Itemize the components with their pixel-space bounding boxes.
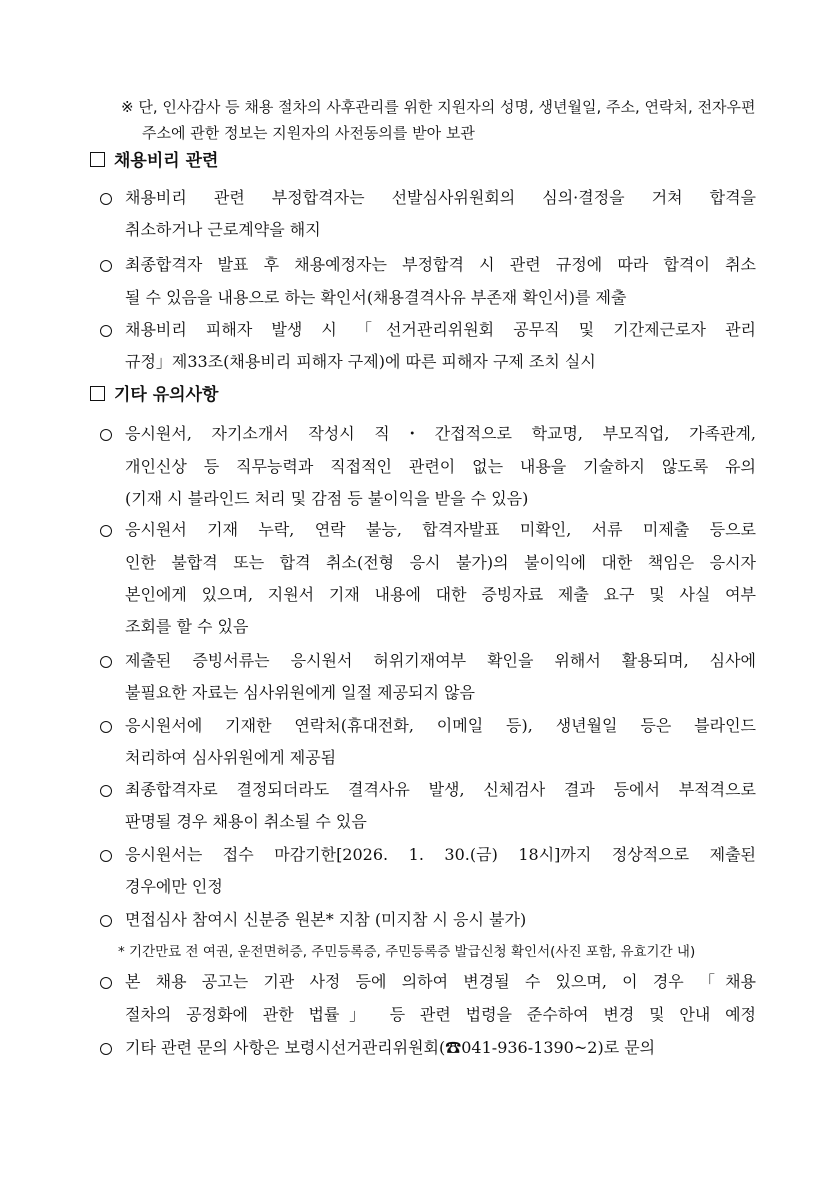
item-text: 응시원서는 접수 마감기한[2026. 1. 30.(금) 18시]까지 정상적으로 제출된	[125, 845, 756, 864]
item-text: 될 수 있음을 내용으로 하는 확인서(채용결격사유 부존재 확인서)를 제출	[125, 288, 627, 307]
section-title: 채용비리 관련	[114, 151, 219, 171]
item-text: 절차의 공정화에 관한 법률」 등 관련 법령을 준수하여 변경 및 안내 예정	[125, 1005, 756, 1024]
bullet-circle-icon	[100, 325, 112, 337]
item-text: 응시원서에 기재한 연락처(휴대전화, 이메일 등), 생년월일 등은 블라인드	[125, 716, 756, 735]
item-text: 최종합격자로 결정되더라도 결격사유 발생, 신체검사 결과 등에서 부적격으로	[125, 780, 756, 799]
checkbox-square-icon	[90, 152, 105, 167]
item-text: 판명될 경우 채용이 취소될 수 있음	[125, 812, 367, 831]
item-text: 조회를 할 수 있음	[125, 617, 249, 636]
item-text: 취소하거나 근로계약을 해지	[125, 220, 321, 239]
top-note-line-2: 주소에 관한 정보는 지원자의 사전동의를 받아 보관	[142, 124, 475, 142]
item-text: 응시원서 기재 누락, 연락 불능, 합격자발표 미확인, 서류 미제출 등으로	[125, 520, 756, 539]
item-text: 채용비리 피해자 발생 시 「선거관리위원회 공무직 및 기간제근로자 관리	[125, 320, 756, 339]
item-text: 채용비리 관련 부정합격자는 선발심사위원회의 심의·결정을 거쳐 합격을	[125, 188, 756, 207]
checkbox-square-icon	[90, 386, 105, 401]
item-text: 개인신상 등 직무능력과 직접적인 관련이 없는 내용을 기술하지 않도록 유의	[125, 457, 756, 476]
bullet-circle-icon	[100, 193, 112, 205]
bullet-circle-icon	[100, 721, 112, 733]
item-text: 처리하여 심사위원에게 제공됨	[125, 748, 337, 767]
bullet-circle-icon	[100, 785, 112, 797]
footnote: * 기간만료 전 여권, 운전면허증, 주민등록증, 주민등록증 발급신청 확인서(사진 포함, 유효기간 내)	[118, 944, 696, 960]
bullet-circle-icon	[100, 260, 112, 272]
bullet-circle-icon	[100, 429, 112, 441]
bullet-circle-icon	[100, 1043, 112, 1055]
bullet-circle-icon	[100, 525, 112, 537]
item-text: 불필요한 자료는 심사위원에게 일절 제공되지 않음	[125, 683, 476, 702]
section-heading-recruitment-corruption	[90, 150, 218, 172]
item-text: 경우에만 인정	[125, 877, 223, 896]
section-title: 기타 유의사항	[114, 385, 219, 405]
bullet-circle-icon	[100, 656, 112, 668]
item-text: 면접심사 참여시 신분증 원본* 지참 (미지참 시 응시 불가)	[125, 910, 527, 929]
top-note-line-1: ※ 단, 인사감사 등 채용 절차의 사후관리를 위한 지원자의 성명, 생년월일, 주소, 연락처, 전자우편	[121, 98, 756, 116]
bullet-circle-icon	[100, 977, 112, 989]
item-text: 기타 관련 문의 사항은 보령시선거관리위원회(☎041-936-1390~2)로 문의	[125, 1038, 656, 1057]
item-text: 본인에게 있으며, 지원서 기재 내용에 대한 증빙자료 제출 요구 및 사실 여부	[125, 585, 756, 604]
item-text: 응시원서, 자기소개서 작성시 직・간접적으로 학교명, 부모직업, 가족관계,	[125, 424, 756, 443]
item-text: 본 채용 공고는 기관 사정 등에 의하여 변경될 수 있으며, 이 경우 「채용	[125, 972, 756, 991]
item-text: 인한 불합격 또는 합격 취소(전형 응시 불가)의 불이익에 대한 책임은 응시자	[125, 553, 756, 572]
item-text: 규정」제33조(채용비리 피해자 구제)에 따른 피해자 구제 조치 실시	[125, 352, 596, 371]
bullet-circle-icon	[100, 850, 112, 862]
item-text: 최종합격자 발표 후 채용예정자는 부정합격 시 관련 규정에 따라 합격이 취소	[125, 255, 756, 274]
bullet-circle-icon	[100, 915, 112, 927]
section-heading-other-notes	[90, 384, 218, 406]
item-text: 제출된 증빙서류는 응시원서 허위기재여부 확인을 위해서 활용되며, 심사에	[125, 651, 756, 670]
item-text: (기재 시 블라인드 처리 및 감점 등 불이익을 받을 수 있음)	[125, 489, 529, 508]
